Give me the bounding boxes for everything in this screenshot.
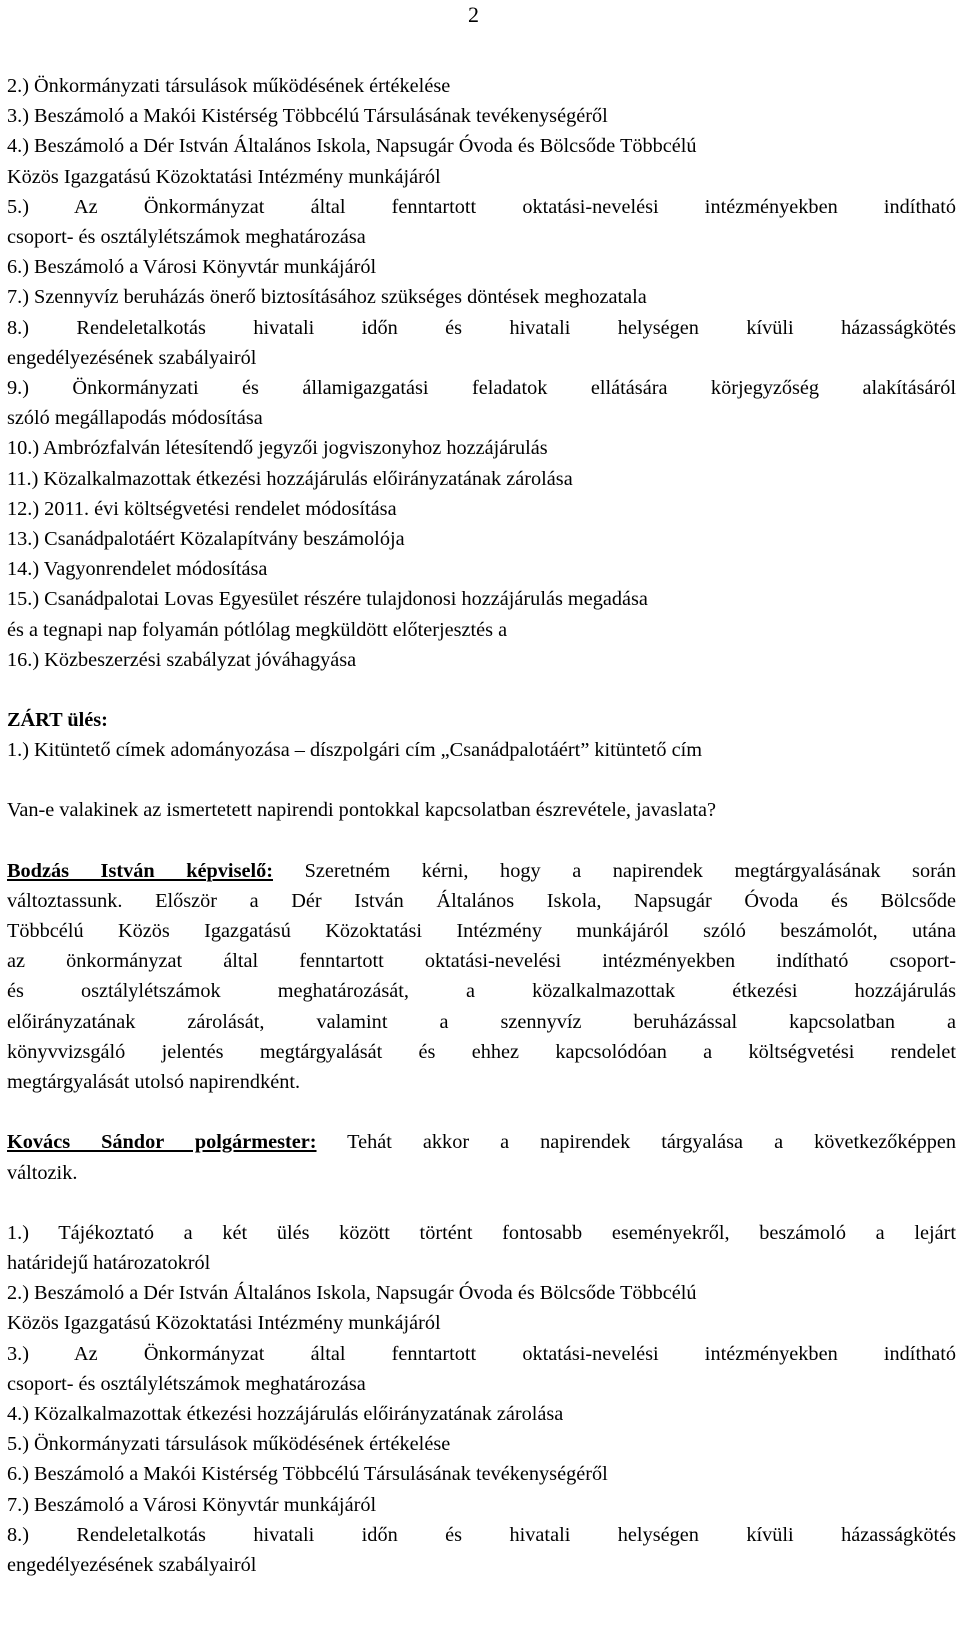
speaker-name: Bodzás István képviselő:	[7, 859, 273, 882]
speech-line: változtassunk. Először a Dér István Általános Iskola, Napsugár Óvoda és Bölcsőde	[7, 889, 956, 912]
agenda-item-continuation: engedélyezésének szabályairól	[7, 1553, 257, 1576]
agenda-item: 10.) Ambrózfalván létesítendő jegyzői jogviszonyhoz hozzájárulás	[7, 437, 548, 460]
agenda-item-continuation: engedélyezésének szabályairól	[7, 346, 257, 369]
speech-first-line	[7, 1127, 956, 1157]
agenda-item: 13.) Csanádpalotáért Közalapítvány beszámolója	[7, 528, 405, 551]
speech-last-line: változik.	[7, 1161, 78, 1184]
agenda-item: 5.) Önkormányzati társulások működésének értékelése	[7, 1433, 451, 1456]
agenda-item: 8.) Rendeletalkotás hivatali időn és hivatali helységen kívüli házasságkötés	[7, 316, 956, 339]
speaker-name: Kovács Sándor polgármester:	[7, 1131, 317, 1154]
spacer	[7, 675, 956, 705]
agenda-list	[7, 71, 956, 675]
spacer	[7, 765, 956, 795]
page-number: 2	[468, 2, 479, 27]
speech-bodzas	[7, 856, 956, 1098]
agenda-item: 12.) 2011. évi költségvetési rendelet módosítása	[7, 497, 397, 520]
spacer	[7, 1188, 956, 1218]
speech-kovacs	[7, 1127, 956, 1187]
agenda-item: 4.) Beszámoló a Dér István Általános Iskola, Napsugár Óvoda és Bölcsőde Többcélú	[7, 135, 697, 158]
agenda-item: 5.) Az Önkormányzat által fenntartott oktatási-nevelési intézményekben indítható	[7, 195, 956, 218]
agenda-item-continuation: Közös Igazgatású Közoktatási Intézmény munkájáról	[7, 1312, 441, 1335]
agenda-item: 1.) Tájékoztató a két ülés között történt fontosabb eseményekről, beszámoló a lejárt	[7, 1221, 956, 1244]
agenda-item: 6.) Beszámoló a Makói Kistérség Többcélú Társulásának tevékenységéről	[7, 1463, 608, 1486]
agenda-item: 7.) Beszámoló a Városi Könyvtár munkájáról	[7, 1493, 377, 1516]
agenda-item: 2.) Beszámoló a Dér István Általános Iskola, Napsugár Óvoda és Bölcsőde Többcélú	[7, 1282, 697, 1305]
agenda-item: 9.) Önkormányzati és államigazgatási feladatok ellátására körjegyzőség alakításáról	[7, 377, 956, 400]
speech-line: az önkormányzat által fenntartott oktatási-nevelési intézményekben indítható csoport-	[7, 950, 956, 973]
speech-line: könyvvizsgáló jelentés megtárgyalását és ehhez kapcsolódóan a költségvetési rendelet	[7, 1040, 956, 1063]
document-body	[7, 71, 956, 1580]
agenda-item: 15.) Csanádpalotai Lovas Egyesület részére tulajdonosi hozzájárulás megadása	[7, 588, 648, 611]
agenda-item: 16.) Közbeszerzési szabályzat jóváhagyása	[7, 648, 357, 671]
agenda-item-continuation: csoport- és osztálylétszámok meghatározása	[7, 1372, 366, 1395]
new-agenda-list	[7, 1218, 956, 1580]
agenda-item-continuation: Közös Igazgatású Közoktatási Intézmény munkájáról	[7, 165, 441, 188]
agenda-item-continuation: és a tegnapi nap folyamán pótlólag megküldött előterjesztés a	[7, 618, 508, 641]
agenda-item: 8.) Rendeletalkotás hivatali időn és hivatali helységen kívüli házasságkötés	[7, 1523, 956, 1546]
agenda-item: 14.) Vagyonrendelet módosítása	[7, 558, 268, 581]
agenda-item: 3.) Az Önkormányzat által fenntartott oktatási-nevelési intézményekben indítható	[7, 1342, 956, 1365]
agenda-item: 4.) Közalkalmazottak étkezési hozzájárulás előirányzatának zárolása	[7, 1402, 564, 1425]
spacer	[7, 1097, 956, 1127]
speech-text: Szeretném kérni, hogy a napirendek megtárgyalásának során	[273, 859, 956, 882]
agenda-item: 11.) Közalkalmazottak étkezési hozzájárulás előirányzatának zárolása	[7, 467, 573, 490]
speech-line: előirányzatának zárolását, valamint a szennyvíz beruházással kapcsolatban a	[7, 1010, 956, 1033]
chair-question: Van-e valakinek az ismertetett napirendi pontokkal kapcsolatban észrevétele, javaslata?	[7, 799, 716, 822]
agenda-item: 6.) Beszámoló a Városi Könyvtár munkájáról	[7, 256, 377, 279]
closed-session-item: 1.) Kitüntető címek adományozása – díszpolgári cím „Csanádpalotáért” kitüntető cím	[7, 739, 702, 762]
speech-last-line: megtárgyalását utolsó napirendként.	[7, 1071, 301, 1094]
agenda-item-continuation: csoport- és osztálylétszámok meghatározása	[7, 226, 366, 249]
speech-first-line	[7, 856, 956, 886]
spacer	[7, 826, 956, 856]
speech-text: Tehát akkor a napirendek tárgyalása a következőképpen	[316, 1131, 956, 1154]
agenda-item: 7.) Szennyvíz beruházás önerő biztosításához szükséges döntések meghozatala	[7, 286, 647, 309]
speech-line: Többcélú Közös Igazgatású Közoktatási Intézmény munkájáról szóló beszámolót, utána	[7, 920, 956, 943]
agenda-item: 2.) Önkormányzati társulások működésének értékelése	[7, 75, 451, 97]
speech-line: és osztálylétszámok meghatározását, a közalkalmazottak étkezési hozzájárulás	[7, 980, 956, 1003]
closed-session-heading: ZÁRT ülés:	[7, 709, 108, 732]
agenda-item: 3.) Beszámoló a Makói Kistérség Többcélú Társulásának tevékenységéről	[7, 105, 608, 128]
agenda-item-continuation: határidejű határozatokról	[7, 1251, 211, 1274]
agenda-item-continuation: szóló megállapodás módosítása	[7, 407, 263, 430]
